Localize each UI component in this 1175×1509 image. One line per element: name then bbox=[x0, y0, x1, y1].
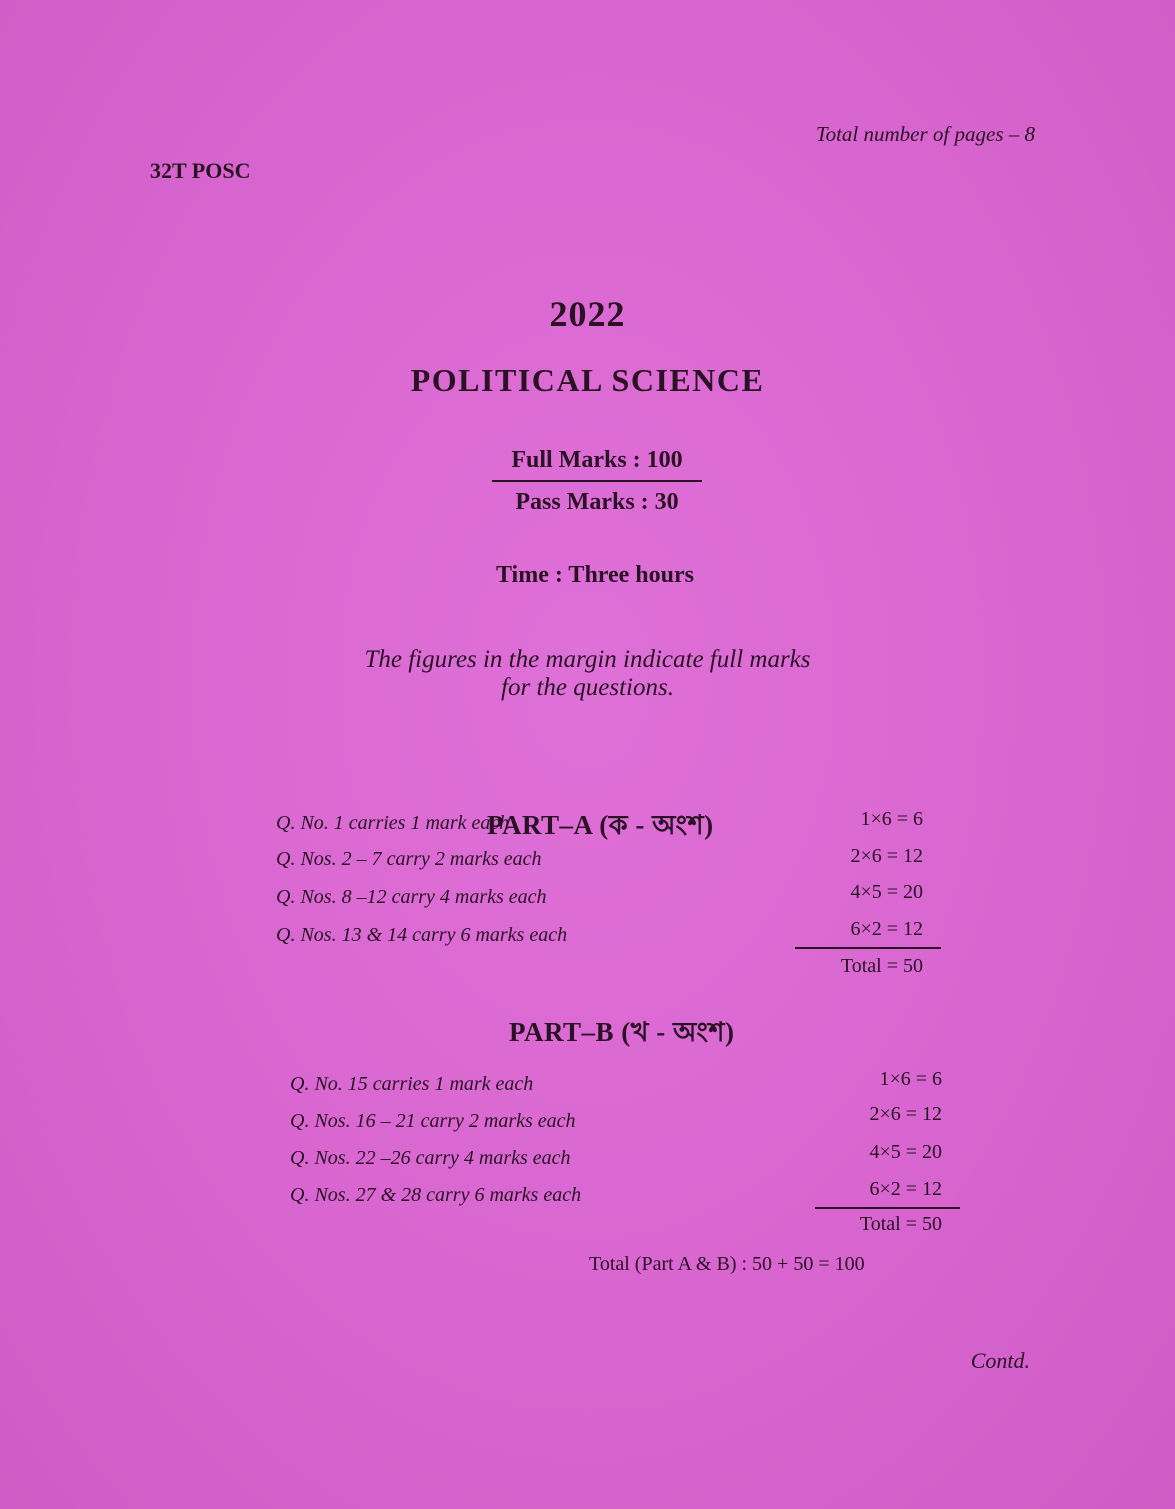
exam-year: 2022 bbox=[549, 294, 626, 334]
part-a-row-marks: 1×6 = 6 bbox=[860, 808, 923, 830]
part-b-total: Total = 50 bbox=[859, 1213, 942, 1235]
subject-title: POLITICAL SCIENCE bbox=[410, 362, 765, 398]
part-b-row-label: Q. No. 15 carries 1 mark each bbox=[290, 1073, 534, 1095]
part-a-row-label: Q. Nos. 13 & 14 carry 6 marks each bbox=[276, 924, 568, 946]
part-b-row-label: Q. Nos. 22 –26 carry 4 marks each bbox=[290, 1147, 571, 1169]
part-a-row-marks: 6×2 = 12 bbox=[850, 918, 923, 940]
grand-total: Total (Part A & B) : 50 + 50 = 100 bbox=[589, 1253, 865, 1275]
part-b-row-marks: 1×6 = 6 bbox=[879, 1068, 942, 1090]
instruction-line-2: for the questions. bbox=[501, 674, 674, 701]
part-b-row-marks: 2×6 = 12 bbox=[869, 1103, 942, 1125]
part-a-row-label: Q. Nos. 8 –12 carry 4 marks each bbox=[276, 886, 547, 908]
part-a-total: Total = 50 bbox=[840, 955, 923, 977]
part-b-title: PART–B (খ - অংশ) bbox=[509, 1017, 735, 1047]
paper-code: 32T POSC bbox=[150, 158, 251, 183]
part-a-row-marks: 4×5 = 20 bbox=[850, 881, 923, 903]
part-a-total-rule bbox=[795, 947, 941, 949]
exam-time: Time : Three hours bbox=[495, 562, 694, 588]
part-b-row-label: Q. Nos. 27 & 28 carry 6 marks each bbox=[290, 1184, 582, 1206]
instruction-line-1: The figures in the margin indicate full marks bbox=[364, 646, 811, 673]
instruction-text bbox=[0, 646, 1175, 702]
part-a-row-label: Q. No. 1 carries 1 mark each bbox=[276, 812, 510, 834]
total-pages-label: Total number of pages – 8 bbox=[815, 122, 1035, 146]
part-b-row-marks: 6×2 = 12 bbox=[869, 1178, 942, 1200]
part-b-row-marks: 4×5 = 20 bbox=[869, 1141, 942, 1163]
part-b-total-rule bbox=[815, 1207, 960, 1209]
part-a-row-label: Q. Nos. 2 – 7 carry 2 marks each bbox=[276, 848, 542, 870]
continued-label: Contd. bbox=[970, 1348, 1030, 1373]
part-a-title: PART–A (ক - অংশ) bbox=[487, 810, 714, 840]
pass-marks: Pass Marks : 30 bbox=[515, 489, 679, 515]
full-marks: Full Marks : 100 bbox=[492, 447, 702, 482]
part-a-row-marks: 2×6 = 12 bbox=[850, 845, 923, 867]
part-b-row-label: Q. Nos. 16 – 21 carry 2 marks each bbox=[290, 1110, 576, 1132]
